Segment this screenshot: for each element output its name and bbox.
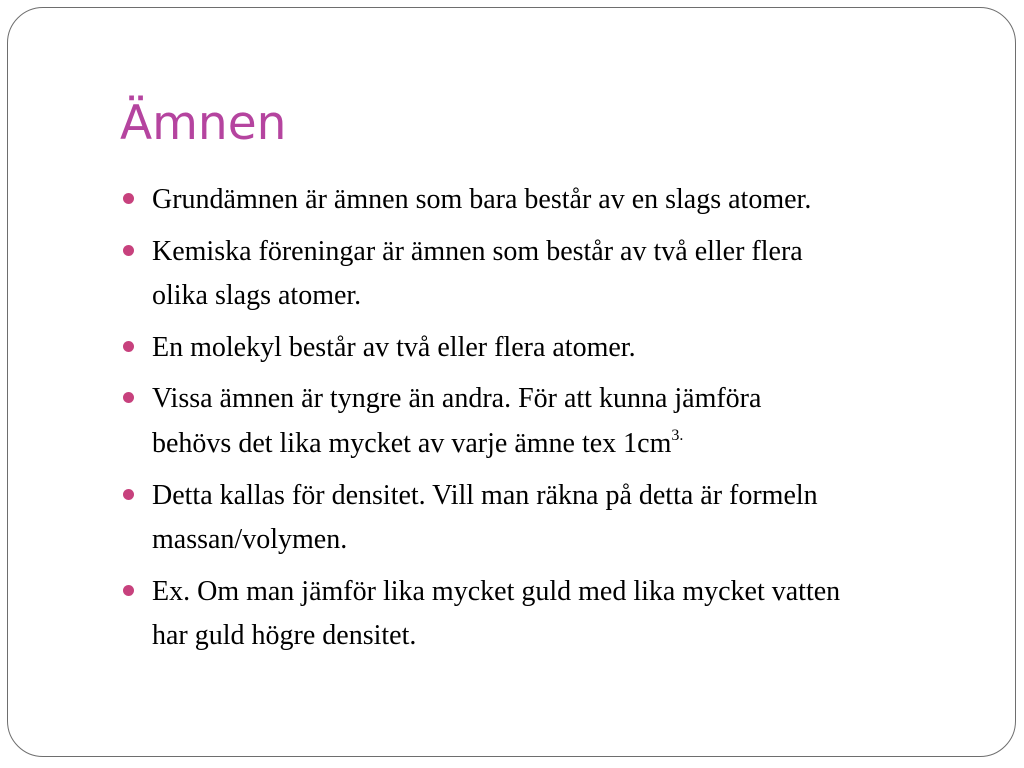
slide-title: Ämnen [120, 96, 287, 151]
bullet-item [120, 230, 980, 319]
bullet-dot-icon [123, 341, 134, 352]
bullet-text: Ex. Om man jämför lika mycket guld med lika mycket vatten har guld högre densitet. [152, 575, 841, 652]
superscript: 3. [671, 426, 684, 444]
bullet-dot-icon [123, 245, 134, 256]
bullet-item [120, 377, 980, 466]
bullet-dot-icon [123, 489, 134, 500]
bullet-item [120, 326, 980, 371]
bullet-text: Detta kallas för densitet. Vill man räkna på detta är formeln massan/volymen. [152, 479, 818, 556]
bullet-item [120, 178, 980, 223]
bullet-list [120, 178, 980, 666]
bullet-item [120, 570, 980, 659]
bullet-dot-icon [123, 193, 134, 204]
bullet-text: Grundämnen är ämnen som bara består av en slags atomer. [152, 184, 812, 215]
slide [7, 7, 1016, 757]
bullet-text-main: Vissa ämnen är tyngre än andra. För att kunna jämföra behövs det lika mycket av varje ämne tex 1cm [152, 383, 762, 459]
bullet-item [120, 474, 980, 563]
bullet-text [152, 377, 980, 466]
bullet-dot-icon [123, 585, 134, 596]
bullet-dot-icon [123, 392, 134, 403]
bullet-text: Kemiska föreningar är ämnen som består av två eller flera olika slags atomer. [152, 235, 803, 312]
bullet-text: En molekyl består av två eller flera atomer. [152, 331, 636, 363]
